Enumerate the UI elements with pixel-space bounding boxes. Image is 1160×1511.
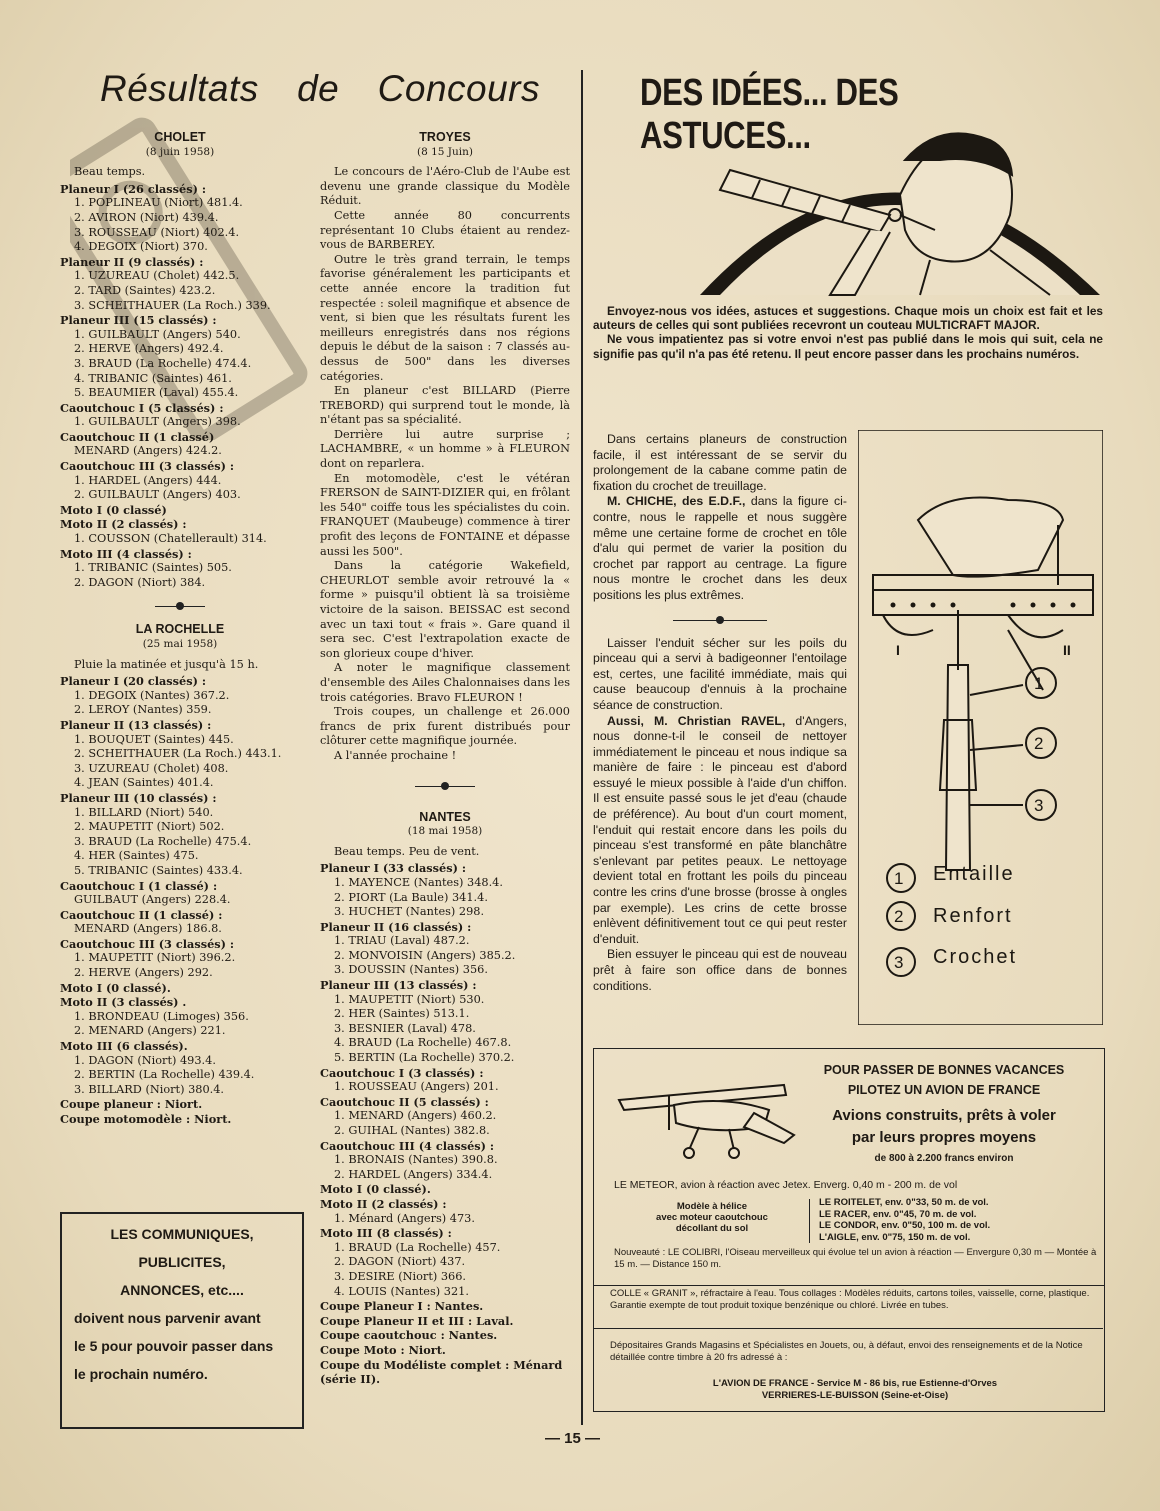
result-line: 1. BILLARD (Niort) 540. [74,805,214,819]
ad-colle: COLLE « GRANIT », réfractaire à l'eau. Tous collages : Modèles réduits, cartons toiles, vaisselle, corne, plastique. Garantie exempte de tout produit toxique benzénique ou chloré. Livrée en tubes. [610,1288,1090,1311]
column-divider [581,70,583,1425]
tip2-author: Aussi, M. Christian RAVEL, [607,713,786,728]
result-list [74,893,300,908]
result-line: GUILBAUT (Angers) 228.4. [74,893,231,907]
result-line: 2. HARDEL (Angers) 334.4. [334,1167,493,1181]
separator-ornament [320,778,570,794]
nantes-heading: NANTES [419,809,471,824]
result-line: 5. BEAUMIER (Laval) 455.4. [74,386,239,400]
category-heading: Coupe du Modéliste complet : Ménard (série II). [320,1357,563,1387]
ad-address-2: VERRIERES-LE-BUISSON (Seine-et-Oise) [761,1390,949,1401]
result-list [334,934,570,978]
tips-column [593,432,847,994]
result-list [74,922,300,937]
results-column-middle [320,128,570,1387]
result-line: 2. MENARD (Angers) 221. [74,1024,226,1038]
result-line: 1. COUSSON (Chatellerault) 314. [74,532,267,546]
category-heading: Moto I (0 classé) [60,502,167,517]
man-building-glider-illustration [690,120,1110,300]
ad-meteor: LE METEOR, avion à réaction avec Jetex. Enverg. 0,40 m - 200 m. de vol [614,1179,958,1191]
result-line: 4. TRIBANIC (Saintes) 461. [74,371,232,385]
category-heading: Coupe Planeur I : Nantes. [320,1299,484,1314]
category-heading: Coupe Moto : Niort. [320,1342,446,1357]
category-heading: Moto I (0 classé). [320,1182,431,1197]
ad-depositaires: Dépositaires Grands Magasins et Spécialistes en Jouets, ou, à défaut, envoi des renseignements et de la Notice détaillée contre timbre à 20 frs adressé à : [610,1340,1083,1363]
category-heading: Planeur III (15 classés) : [60,313,217,328]
category-heading: Moto I (0 classé). [60,980,171,995]
larochelle-weather: Pluie la matinée et jusqu'à 15 h. [74,657,259,671]
result-line: 2. DAGON (Niort) 384. [74,575,206,589]
nantes-weather: Beau temps. Peu de vent. [334,844,480,858]
result-line: 2. DAGON (Niort) 437. [334,1255,466,1269]
troyes-paragraph: En motomodèle, c'est le vétéran FRERSON de SAINT-DIZIER qui, en frôlant les 540" coiffe tous les spécialistes du coin. FRANQUET (Maubeuge) commence à tirer profit des leçons de FONTAINE et dépasse aussi les 500". [320,471,570,558]
result-list [334,1109,570,1138]
result-line: 1. DAGON (Niort) 493.4. [74,1053,216,1067]
legend-label-2: Renfort [933,905,1013,927]
box-line-2: PUBLICITES, [138,1254,226,1270]
result-list [74,733,300,791]
result-line: 1. HARDEL (Angers) 444. [74,473,222,487]
box-line-1: LES COMMUNIQUES, [110,1226,254,1242]
troyes-paragraph: Cette année 80 concurrents représentant 10 Clubs étaient au rendez-vous de BARBEREY. [320,208,570,252]
troyes-paragraph: Le concours de l'Aéro-Club de l'Aube est devenu une grande classique du Modèle Réduit. [320,165,570,208]
separator-ornament [60,598,300,614]
result-line: 1. DEGOIX (Nantes) 367.2. [74,688,230,702]
result-list [74,474,300,503]
category-heading: Moto III (6 classés). [60,1039,188,1054]
result-list [74,444,300,459]
troyes-paragraph: Trois coupes, un challenge et 26.000 francs de prix furent distribués pour clôturer cette magnifique journée. [320,705,570,748]
ad-bracket [809,1199,810,1243]
result-line: 2. SCHEITHAUER (La Roch.) 443.1. [74,747,282,761]
box-line-4: doivent nous parvenir avant [74,1310,261,1326]
result-list [334,1241,570,1299]
title-word-1: Résultats [100,68,259,109]
cholet-weather: Beau temps. [74,165,146,179]
result-line: 1. ROUSSEAU (Angers) 201. [334,1080,499,1094]
result-line: 3. BRAUD (La Rochelle) 475.4. [74,834,252,848]
troyes-heading: TROYES [419,130,471,144]
callout-2: 2 [1034,734,1044,753]
result-list [334,993,570,1066]
category-heading: Planeur I (20 classés) : [60,674,207,689]
category-heading: Caoutchouc I (5 classés) : [60,400,224,415]
result-list [74,806,300,879]
ad-headline-1: POUR PASSER DE BONNES VACANCES [823,1063,1065,1077]
result-line: 1. GUILBAULT (Angers) 398. [74,415,241,429]
result-line: 4. JEAN (Saintes) 401.4. [74,776,214,790]
result-line: MENARD (Angers) 186.8. [74,922,222,936]
tip1-author: M. CHICHE, des E.D.F., [607,494,746,509]
cholet-heading: CHOLET [154,130,206,144]
nantes-results [320,861,570,1386]
result-line: 1. POPLINEAU (Niort) 481.4. [74,196,243,210]
category-heading: Caoutchouc III (3 classés) : [60,936,235,951]
legend-number-2: 2 [894,907,904,926]
legend-number-3: 3 [894,953,904,972]
ad-left-line-1: Modèle à hélice [676,1201,748,1212]
legend-label-3: Crochet [933,946,1018,968]
result-line: 1. MAYENCE (Nantes) 348.4. [334,875,503,889]
ideas-intro-1: Envoyez-nous vos idées, astuces et suggestions. Chaque mois un choix est fait et les auteurs de celles qui sont publiées recevront un couteau MULTICRAFT MAJOR. [593,304,1103,333]
ad-address [610,1378,1100,1402]
result-line: 3. HUCHET (Nantes) 298. [334,905,485,919]
result-line: 2. PIORT (La Baule) 341.4. [334,890,488,904]
position-label-1: I [896,642,900,658]
result-line: 1. BRONAIS (Nantes) 390.8. [334,1153,498,1167]
result-line: 4. LOUIS (Nantes) 321. [334,1284,469,1298]
ideas-header: DES IDÉES... DES ASTUCES... [640,72,899,157]
tip1-text-a: Dans certains planeurs de construction facile, il est intéressant de se servir du prolongement de la cabane comme patin de fixation du crochet de treuillage. [593,432,847,493]
result-list [74,689,300,718]
result-line: 3. BESNIER (Laval) 478. [334,1021,476,1035]
result-line: 1. GUILBAULT (Angers) 540. [74,327,241,341]
category-heading: Planeur III (10 classés) : [60,790,217,805]
ad-address-1: L'AVION DE FRANCE - Service M - 86 bis, rue Estienne-d'Orves [712,1378,998,1389]
result-line: 1. BRAUD (La Rochelle) 457. [334,1240,501,1254]
result-list [74,1010,300,1039]
category-heading: Caoutchouc I (3 classés) : [320,1065,484,1080]
category-heading: Caoutchouc II (1 classé) [60,429,215,444]
ad-left-line-3: décollant du sol [675,1223,749,1234]
result-line: 4. HER (Saintes) 475. [74,849,199,863]
position-label-2: II [1063,642,1071,658]
tip2-text-b [593,714,847,948]
ad-headline-2: PILOTEZ UN AVION DE FRANCE [847,1083,1041,1097]
result-list [74,415,300,430]
troyes-paragraph: En planeur c'est BILLARD (Pierre TREBORD) qui surprend tout le monde, là n'étant pas sa spécialité. [320,384,570,427]
avion-de-france-ad [593,1048,1105,1286]
result-line: 2. BERTIN (La Rochelle) 439.4. [74,1068,255,1082]
troyes-date: (8 15 Juin) [416,145,473,158]
callout-3: 3 [1034,796,1044,815]
tip2-body: d'Angers, nous donne-t-il le conseil de nettoyer immédiatement le pinceau et nous indique sa manière de faire : le pinceau est d'abord essuyé le mieux possible à l'aide d'un chiffon. Il est ensuite passé sous le jet d'eau (chaude de préférence). Au bout d'un court moment, l'enduit qui restait encore dans les poils du pinceau s'est transformé en pâte blanchâtre s'enlevant par petites peaux. Le nettoyage devient total en frottant les poils du pinceau contre les crins d'une brosse (brosse à ongles par exemple). Les crins de cette brosse enlèvent définitivement tout ce qui peut rester d'enduit. [593,713,847,946]
result-line: 1. TRIAU (Laval) 487.2. [334,934,470,948]
result-list [74,196,300,254]
legend-number-1: 1 [894,869,904,888]
troyes-paragraph: A l'année prochaine ! [334,748,457,762]
larochelle-date: (25 mai 1958) [142,638,218,650]
category-heading: Coupe planeur : Niort. [60,1097,203,1112]
legend-label-1: Entaille [933,863,1015,885]
category-heading: Caoutchouc III (3 classés) : [60,459,235,474]
ad-model-item: LE CONDOR, env. 0"50, 100 m. de vol. [819,1220,991,1231]
airplane-illustration [604,1065,804,1165]
result-list [334,1153,570,1182]
result-list [74,532,300,547]
category-heading: Moto III (4 classés) : [60,546,192,561]
troyes-paragraph: Derrière lui autre surprise ; LACHAMBRE, « un homme » à FLEURON dont on reparlera. [320,427,570,471]
box-line-3: ANNONCES, etc.... [120,1282,244,1298]
result-line: 1. TRIBANIC (Saintes) 505. [74,561,232,575]
title-word-3: Concours [377,68,540,109]
category-heading: Moto II (3 classés) . [60,995,187,1010]
ad-left-line-2: avec moteur caoutchouc [656,1212,768,1223]
ideas-intro [593,304,1103,361]
result-line: 1. Ménard (Angers) 473. [334,1211,475,1225]
result-list [334,876,570,920]
ad-model-item: LE ROITELET, env. 0"33, 50 m. de vol. [819,1197,989,1208]
page-number: — 15 — [545,1430,601,1447]
category-heading: Coupe Planeur II et III : Laval. [320,1313,514,1328]
result-list [334,1212,570,1227]
category-heading: Caoutchouc I (1 classé) : [60,878,218,893]
result-line: 2. TARD (Saintes) 423.2. [74,283,216,297]
ad-headline-3: Avions construits, prêts à voler [832,1107,1056,1124]
result-line: 2. MONVOISIN (Angers) 385.2. [334,948,516,962]
troyes-paragraph: A noter le magnifique classement d'ensemble des Ailes Chalonnaises dans les trois catégories. Bravo FLEURON ! [320,661,570,704]
result-line: 3. BRAUD (La Rochelle) 474.4. [74,356,252,370]
category-heading: Coupe caoutchouc : Nantes. [320,1328,498,1343]
result-line: 2. MAUPETIT (Niort) 502. [74,820,225,834]
tip2-text-a: Laisser l'enduit sécher sur les poils du pinceau qui a servi à badigeonner l'entoilage est, certes, une facilité immédiate, mais qui cause beaucoup d'ennuis à la prochaine séance de construction. [593,635,847,712]
hook-diagram [858,430,1103,1025]
ad-divider [593,1328,1103,1329]
larochelle-results [60,674,300,1126]
result-list [74,328,300,401]
result-line: 2. LEROY (Nantes) 359. [74,703,212,717]
box-line-6: le prochain numéro. [74,1366,208,1382]
result-line: 4. DEGOIX (Niort) 370. [74,240,208,254]
category-heading: Planeur I (26 classés) : [60,181,207,196]
cholet-date: (8 juin 1958) [145,145,215,158]
category-heading: Moto III (8 classés) : [320,1226,452,1241]
result-list [334,1080,570,1095]
ad-model-item: LE RACER, env. 0"45, 70 m. de vol. [819,1208,977,1220]
tip1-body: dans la figure ci-contre, nous le rappelle et nous suggère même une certaine forme de crochet en tôle d'alu qui permet de varier la position du crochet par rapport au centrage. La figure nous montre le crochet dans les deux positions les plus extrêmes. [593,494,847,602]
result-line: 2. GUIHAL (Nantes) 382.8. [334,1124,490,1137]
result-line: 1. BOUQUET (Saintes) 445. [74,732,234,746]
box-line-5: le 5 pour pouvoir passer dans [74,1338,274,1354]
result-list [74,269,300,313]
category-heading: Moto II (2 classés) : [60,517,187,532]
troyes-paragraph: Outre le très grand terrain, le temps favorise généralement les participants et cette année encore la tradition fut respectée : soleil magnifique et absence de vent, si bien que les résultats furent les meilleurs enregistrés dans nos régions depuis le début de la saison : 7 classés au-dessus de 500" dans les diverses catégories. [320,252,570,383]
result-line: 3. SCHEITHAUER (La Roch.) 339. [74,298,271,312]
result-list [74,1054,300,1098]
category-heading: Planeur II (13 classés) : [60,717,212,732]
category-heading: Caoutchouc II (5 classés) : [320,1094,489,1109]
result-line: 1. MAUPETIT (Niort) 396.2. [74,951,236,965]
ad-price: de 800 à 2.200 francs environ [874,1153,1014,1164]
cholet-results [60,182,300,591]
ad-model-list [819,1197,1099,1243]
nantes-date: (18 mai 1958) [407,825,483,838]
category-heading: Planeur II (16 classés) : [320,919,472,934]
result-line: MENARD (Angers) 424.2. [74,444,222,458]
ad-colibri: Nouveauté : LE COLIBRI, l'Oiseau merveilleux qui évolue tel un avion à réaction — Envergure 0,30 m — Montée à 15 m. — Distance 150 m. [614,1247,1097,1270]
result-line: 1. BRONDEAU (Limoges) 356. [74,1009,249,1023]
result-line: 1. MAUPETIT (Niort) 530. [334,992,485,1006]
result-line: 1. MENARD (Angers) 460.2. [334,1109,497,1123]
result-line: 2. HERVE (Angers) 492.4. [74,342,224,356]
result-list [74,561,300,590]
result-line: 1. UZUREAU (Cholet) 442.5. [74,269,240,283]
category-heading: Moto II (2 classés) : [320,1196,447,1211]
results-column-left [60,128,300,1127]
result-line: 2. HER (Saintes) 513.1. [334,1007,470,1021]
category-heading: Coupe motomodèle : Niort. [60,1112,232,1126]
result-line: 2. GUILBAULT (Angers) 403. [74,488,241,502]
result-line: 5. BERTIN (La Rochelle) 370.2. [334,1051,515,1065]
callout-1: 1 [1034,674,1044,693]
troyes-paragraph: Dans la catégorie Wakefield, CHEURLOT semble avoir retrouvé la « forme » puisqu'il obtient là sa troisième victoire de la saison. BEISSAC est second avec un taxi tout « frais ». Gare quand il sera sec. C'est l'extrapolation exacte de son glorieux coupe d'hiver. [320,559,570,660]
result-line: 4. BRAUD (La Rochelle) 467.8. [334,1036,512,1050]
category-heading: Caoutchouc II (1 classé) : [60,907,223,922]
title-word-2: de [297,68,340,109]
ad-headline-4: par leurs propres moyens [851,1129,1037,1146]
troyes-report [320,165,570,763]
result-line: 2. HERVE (Angers) 292. [74,966,213,980]
result-list [74,951,300,980]
ideas-intro-2: Ne vous impatientez pas si votre envoi n'est pas publié dans le mois qui suit, cela ne signifie pas qu'il n'a pas été retenu. Il peut encore passer dans les prochains numéros. [593,332,1103,361]
result-line: 5. TRIBANIC (Saintes) 433.4. [74,863,243,877]
result-line: 3. DOUSSIN (Nantes) 356. [334,963,488,977]
result-line: 3. ROUSSEAU (Niort) 402.4. [74,225,240,239]
tip1-text-b [593,494,847,603]
category-heading: Caoutchouc III (4 classés) : [320,1138,495,1153]
separator-ornament [593,612,847,628]
result-line: 3. BILLARD (Niort) 380.4. [74,1082,225,1096]
category-heading: Planeur III (13 classés) : [320,978,477,993]
result-line: 2. AVIRON (Niort) 439.4. [74,210,219,224]
announcement-box [60,1212,304,1429]
category-heading: Planeur I (33 classés) : [320,861,467,876]
ad-propeller-models-label [622,1201,802,1234]
result-line: 3. DESIRE (Niort) 366. [334,1269,467,1283]
result-line: 3. UZUREAU (Cholet) 408. [74,761,229,775]
ad-model-item: L'AIGLE, env. 0"75, 150 m. de vol. [819,1231,971,1243]
tip2-text-c: Bien essuyer le pinceau qui est de nouveau prêt à faire son office dans de bonnes conditions. [593,947,847,993]
larochelle-heading: LA ROCHELLE [135,622,225,637]
category-heading: Planeur II (9 classés) : [60,254,204,269]
